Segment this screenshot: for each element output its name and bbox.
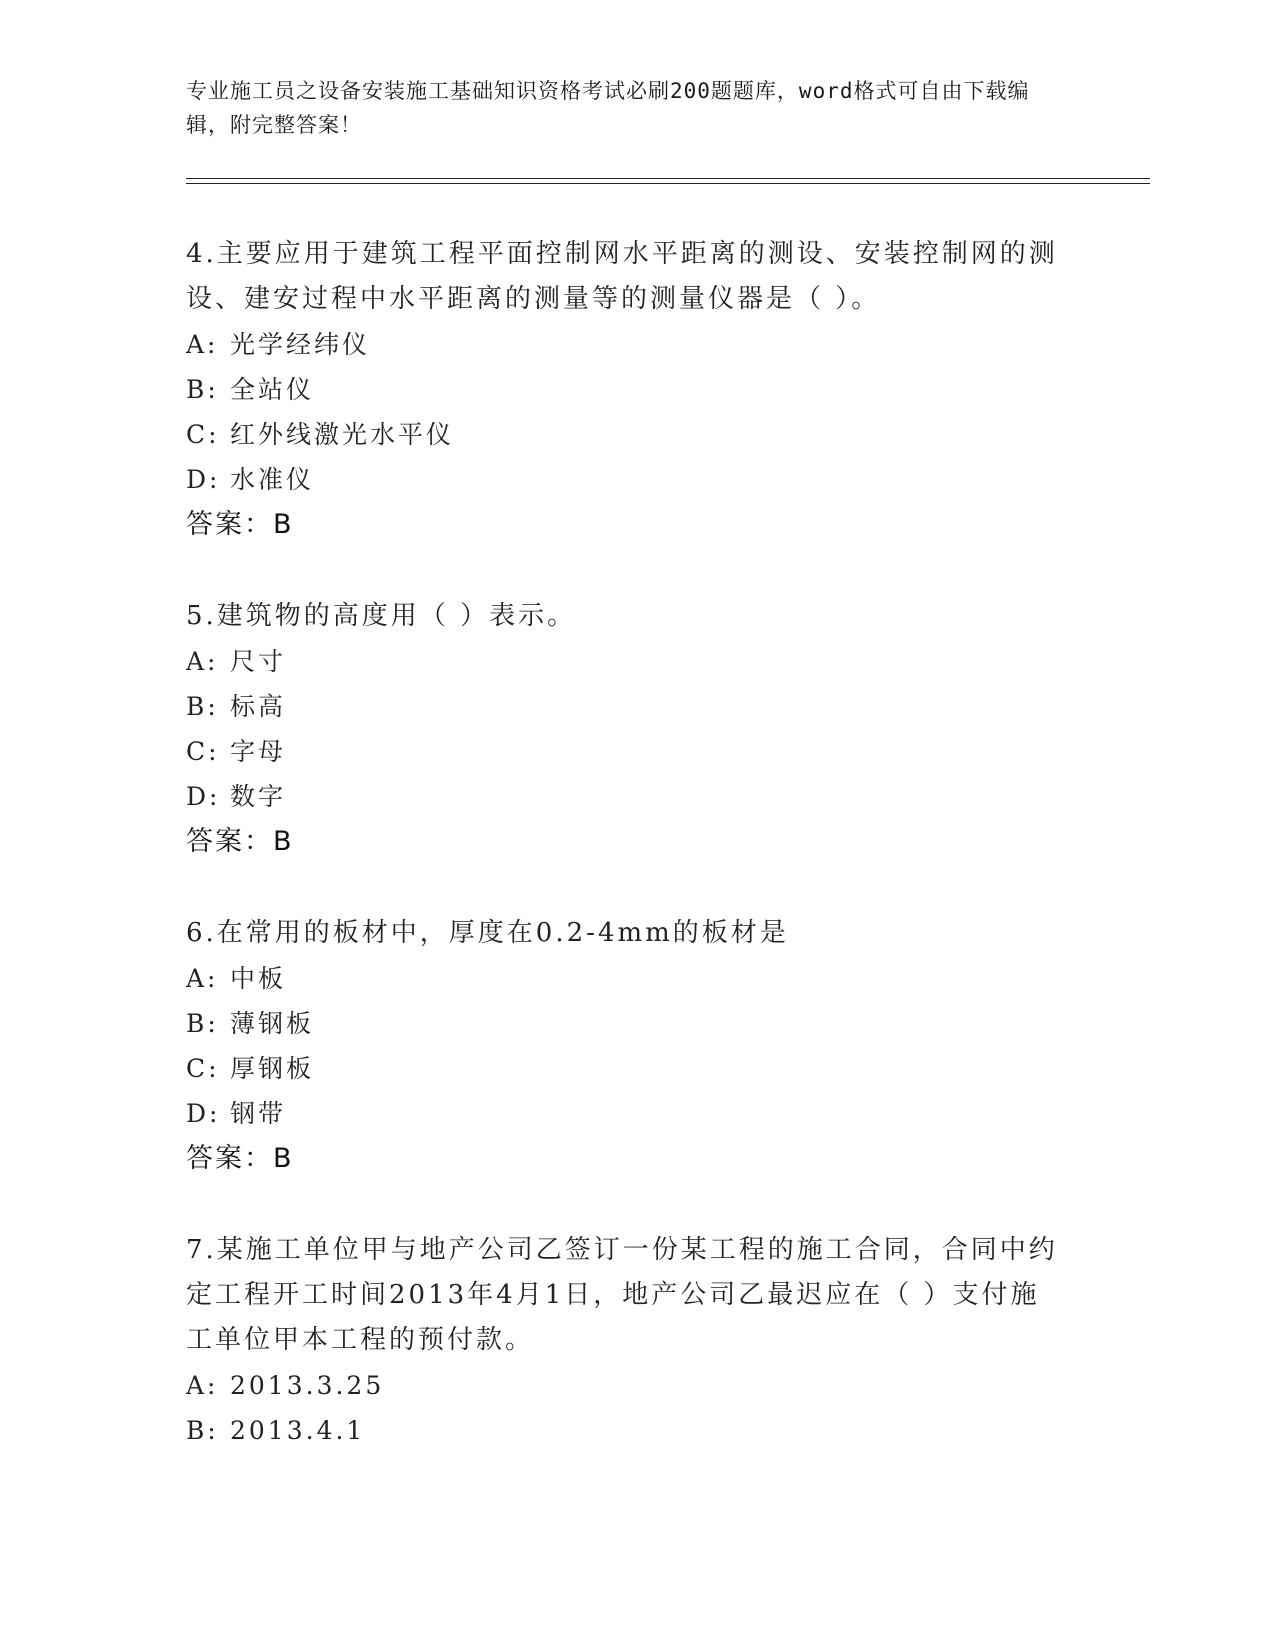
option-text: 红外线激光水平仪 xyxy=(230,420,455,449)
option-d xyxy=(186,774,1066,819)
option-text: 光学经纬仪 xyxy=(230,330,371,359)
option-text: 2013.4.1 xyxy=(230,1416,366,1445)
answer-label: 答案： xyxy=(186,509,273,540)
answer-line xyxy=(186,1136,1066,1182)
option-c xyxy=(186,412,1066,457)
answer-line xyxy=(186,502,1066,548)
answer-value: B xyxy=(273,826,292,857)
question-stem: 6.在常用的板材中，厚度在0.2-4mm的板材是 xyxy=(186,918,789,948)
option-text: 2013.3.25 xyxy=(230,1371,385,1400)
option-key: A: xyxy=(186,964,219,993)
question-list xyxy=(186,232,1066,1499)
option-text: 厚钢板 xyxy=(230,1054,315,1083)
question-stem: 5.建筑物的高度用（ ）表示。 xyxy=(186,601,577,631)
answer-value: B xyxy=(273,1143,292,1174)
option-c xyxy=(186,1046,1066,1091)
option-key: C: xyxy=(186,1054,220,1083)
option-text: 字母 xyxy=(230,737,287,766)
option-text: 中板 xyxy=(230,964,287,993)
option-key: D: xyxy=(186,1099,221,1128)
option-b xyxy=(186,1408,1066,1453)
option-text: 水准仪 xyxy=(230,465,315,494)
option-b xyxy=(186,1001,1066,1046)
question-stem: 4.主要应用于建筑工程平面控制网水平距离的测设、安装控制网的测设、建安过程中水平距离的测量等的测量仪器是（ ）。 xyxy=(186,239,1058,314)
question-item xyxy=(186,232,1066,548)
header-divider-bottom xyxy=(186,183,1150,184)
question-stem: 7.某施工单位甲与地产公司乙签订一份某工程的施工合同，合同中约定工程开工时间2013年4月1日，地产公司乙最迟应在（ ）支付施工单位甲本工程的预付款。 xyxy=(186,1235,1058,1355)
option-text: 尺寸 xyxy=(230,647,287,676)
option-key: B: xyxy=(186,1416,219,1445)
option-text: 全站仪 xyxy=(230,375,315,404)
option-d xyxy=(186,1091,1066,1136)
option-b xyxy=(186,367,1066,412)
option-a xyxy=(186,956,1066,1001)
option-key: A: xyxy=(186,1371,219,1400)
option-key: A: xyxy=(186,647,219,676)
option-a xyxy=(186,1363,1066,1408)
option-c xyxy=(186,729,1066,774)
answer-value: B xyxy=(273,509,292,540)
document-header-title: 专业施工员之设备安装施工基础知识资格考试必刷200题题库，word格式可自由下载编辑，附完整答案！ xyxy=(186,79,1030,137)
option-key: B: xyxy=(186,375,219,404)
option-key: C: xyxy=(186,420,220,449)
option-text: 标高 xyxy=(230,692,287,721)
header-divider-top xyxy=(186,178,1150,179)
option-key: D: xyxy=(186,465,221,494)
option-d xyxy=(186,457,1066,502)
option-key: A: xyxy=(186,330,219,359)
answer-label: 答案： xyxy=(186,826,273,857)
option-key: B: xyxy=(186,692,219,721)
option-text: 钢带 xyxy=(230,1099,287,1128)
option-b xyxy=(186,684,1066,729)
option-a xyxy=(186,322,1066,367)
option-text: 薄钢板 xyxy=(230,1009,315,1038)
question-item xyxy=(186,594,1066,865)
answer-line xyxy=(186,819,1066,865)
question-item xyxy=(186,1228,1066,1453)
option-key: C: xyxy=(186,737,220,766)
option-text: 数字 xyxy=(230,782,287,811)
option-key: D: xyxy=(186,782,221,811)
option-a xyxy=(186,639,1066,684)
question-item xyxy=(186,911,1066,1182)
answer-label: 答案： xyxy=(186,1143,273,1174)
option-key: B: xyxy=(186,1009,219,1038)
